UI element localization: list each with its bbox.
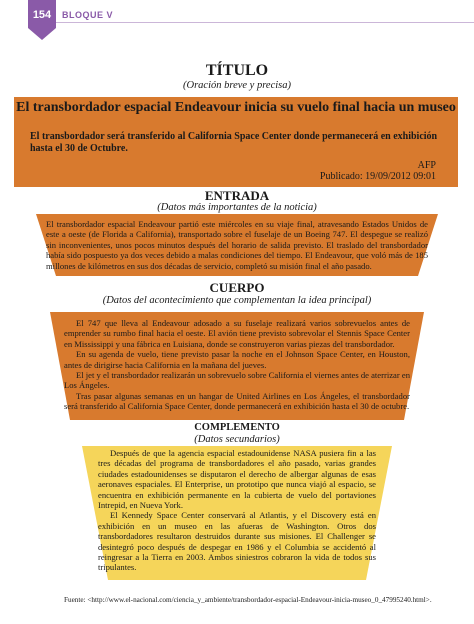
- complemento-paragraph: Después de que la agencia espacial estadounidense NASA pusiera fin a las tres décadas del programa de transbordadores el año pasado, varias grandes ciudades estadounidenses se disputaron el derecho de albergar algunas de esas aeronaves espaciales. El Enterprise, un prototipo que nunca viajó al espacio, se encuentra en exhibición permanente en la cubierta de vuelo del portaviones Intrepid, en Nueva York.: [98, 448, 376, 511]
- entrada-subheading: (Datos más importantes de la noticia): [157, 202, 317, 213]
- headline-published: Publicado: 19/09/2012 09:01: [319, 171, 436, 182]
- complemento-paragraph: El Kennedy Space Center conservará al Atlantis, y el Discovery está en exhibición en un museo en las afueras de Washington. Otros dos transbordadores resultaron destruidos durante sus misiones. El Challenger se desintegró poco después de despegar en 1986 y el Columbia se accidentó al reingresar a la Tierra en 2003. Ambos siniestros cobraron la vida de todos sus tripulantes.: [98, 510, 376, 573]
- cuerpo-paragraph: El jet y el transbordador realizarán un sobrevuelo sobre California el viernes antes de aterrizar en Los Ángeles.: [64, 370, 410, 391]
- headline-title: El transbordador espacial Endeavour inicia su vuelo final hacia un museo: [16, 100, 456, 115]
- source-citation: Fuente: <http://www.el-nacional.com/ciencia_y_ambiente/transbordador-espacial-Endeavour-inicia-museo_0_47995240.html>.: [64, 596, 432, 604]
- page-number: 154: [32, 9, 52, 21]
- complemento-heading: COMPLEMENTO: [194, 422, 280, 433]
- cuerpo-paragraph: Tras pasar algunas semanas en un hangar de United Airlines en Los Ángeles, el transbordador será transferido al California Space Center, donde permanecerá en exhibición hasta el 30 de octubre.: [64, 390, 410, 412]
- titulo-subheading: (Oración breve y precisa): [183, 80, 291, 91]
- section-label: BLOQUE V: [62, 10, 114, 20]
- cuerpo-paragraph: El 747 que lleva al Endeavour adosado a su fuselaje realizará varios sobrevuelos antes de emprender su rumbo final hacia el oeste. El avión tiene previsto sobrevolar el Stennis Space Center en Mississippi y una fábrica en Luisiana, donde se construyeron varias piezas del transbordador.: [64, 318, 410, 349]
- titulo-heading: TÍTULO: [205, 62, 269, 79]
- entrada-text: El transbordador espacial Endeavour partió este miércoles en su viaje final, atravesando Estados Unidos de este a oeste (de Florida a California), transportado sobre el fuselaje de un Boeing 747. El despegue se realizó sin inconvenientes, unos pocos minutos después del horario de salida previsto. El traslado del transbordador había sido pospuesto ya dos veces debido a malas condiciones del tiempo. El Endeavour, que voló más de 185 millones de kilómetros en sus dos décadas de servicio, completó su misión final el año pasado.: [46, 219, 428, 271]
- entrada-heading: ENTRADA: [204, 188, 270, 203]
- headline-lead: El transbordador será transferido al California Space Center donde permanecerá en exhibición hasta el 30 de Octubre.: [30, 131, 438, 154]
- headline-agency: AFP: [417, 160, 436, 171]
- complemento-subheading: (Datos secundarios): [194, 434, 280, 445]
- cuerpo-heading: CUERPO: [209, 280, 265, 295]
- cuerpo-subheading: (Datos del acontecimiento que complementan la idea principal): [102, 295, 372, 306]
- cuerpo-paragraph: En su agenda de vuelo, tiene previsto pasar la noche en el Johnson Space Center, en Houston, antes de dirigirse hacia California en la mañana del jueves.: [64, 349, 410, 370]
- complemento-text: [98, 448, 376, 573]
